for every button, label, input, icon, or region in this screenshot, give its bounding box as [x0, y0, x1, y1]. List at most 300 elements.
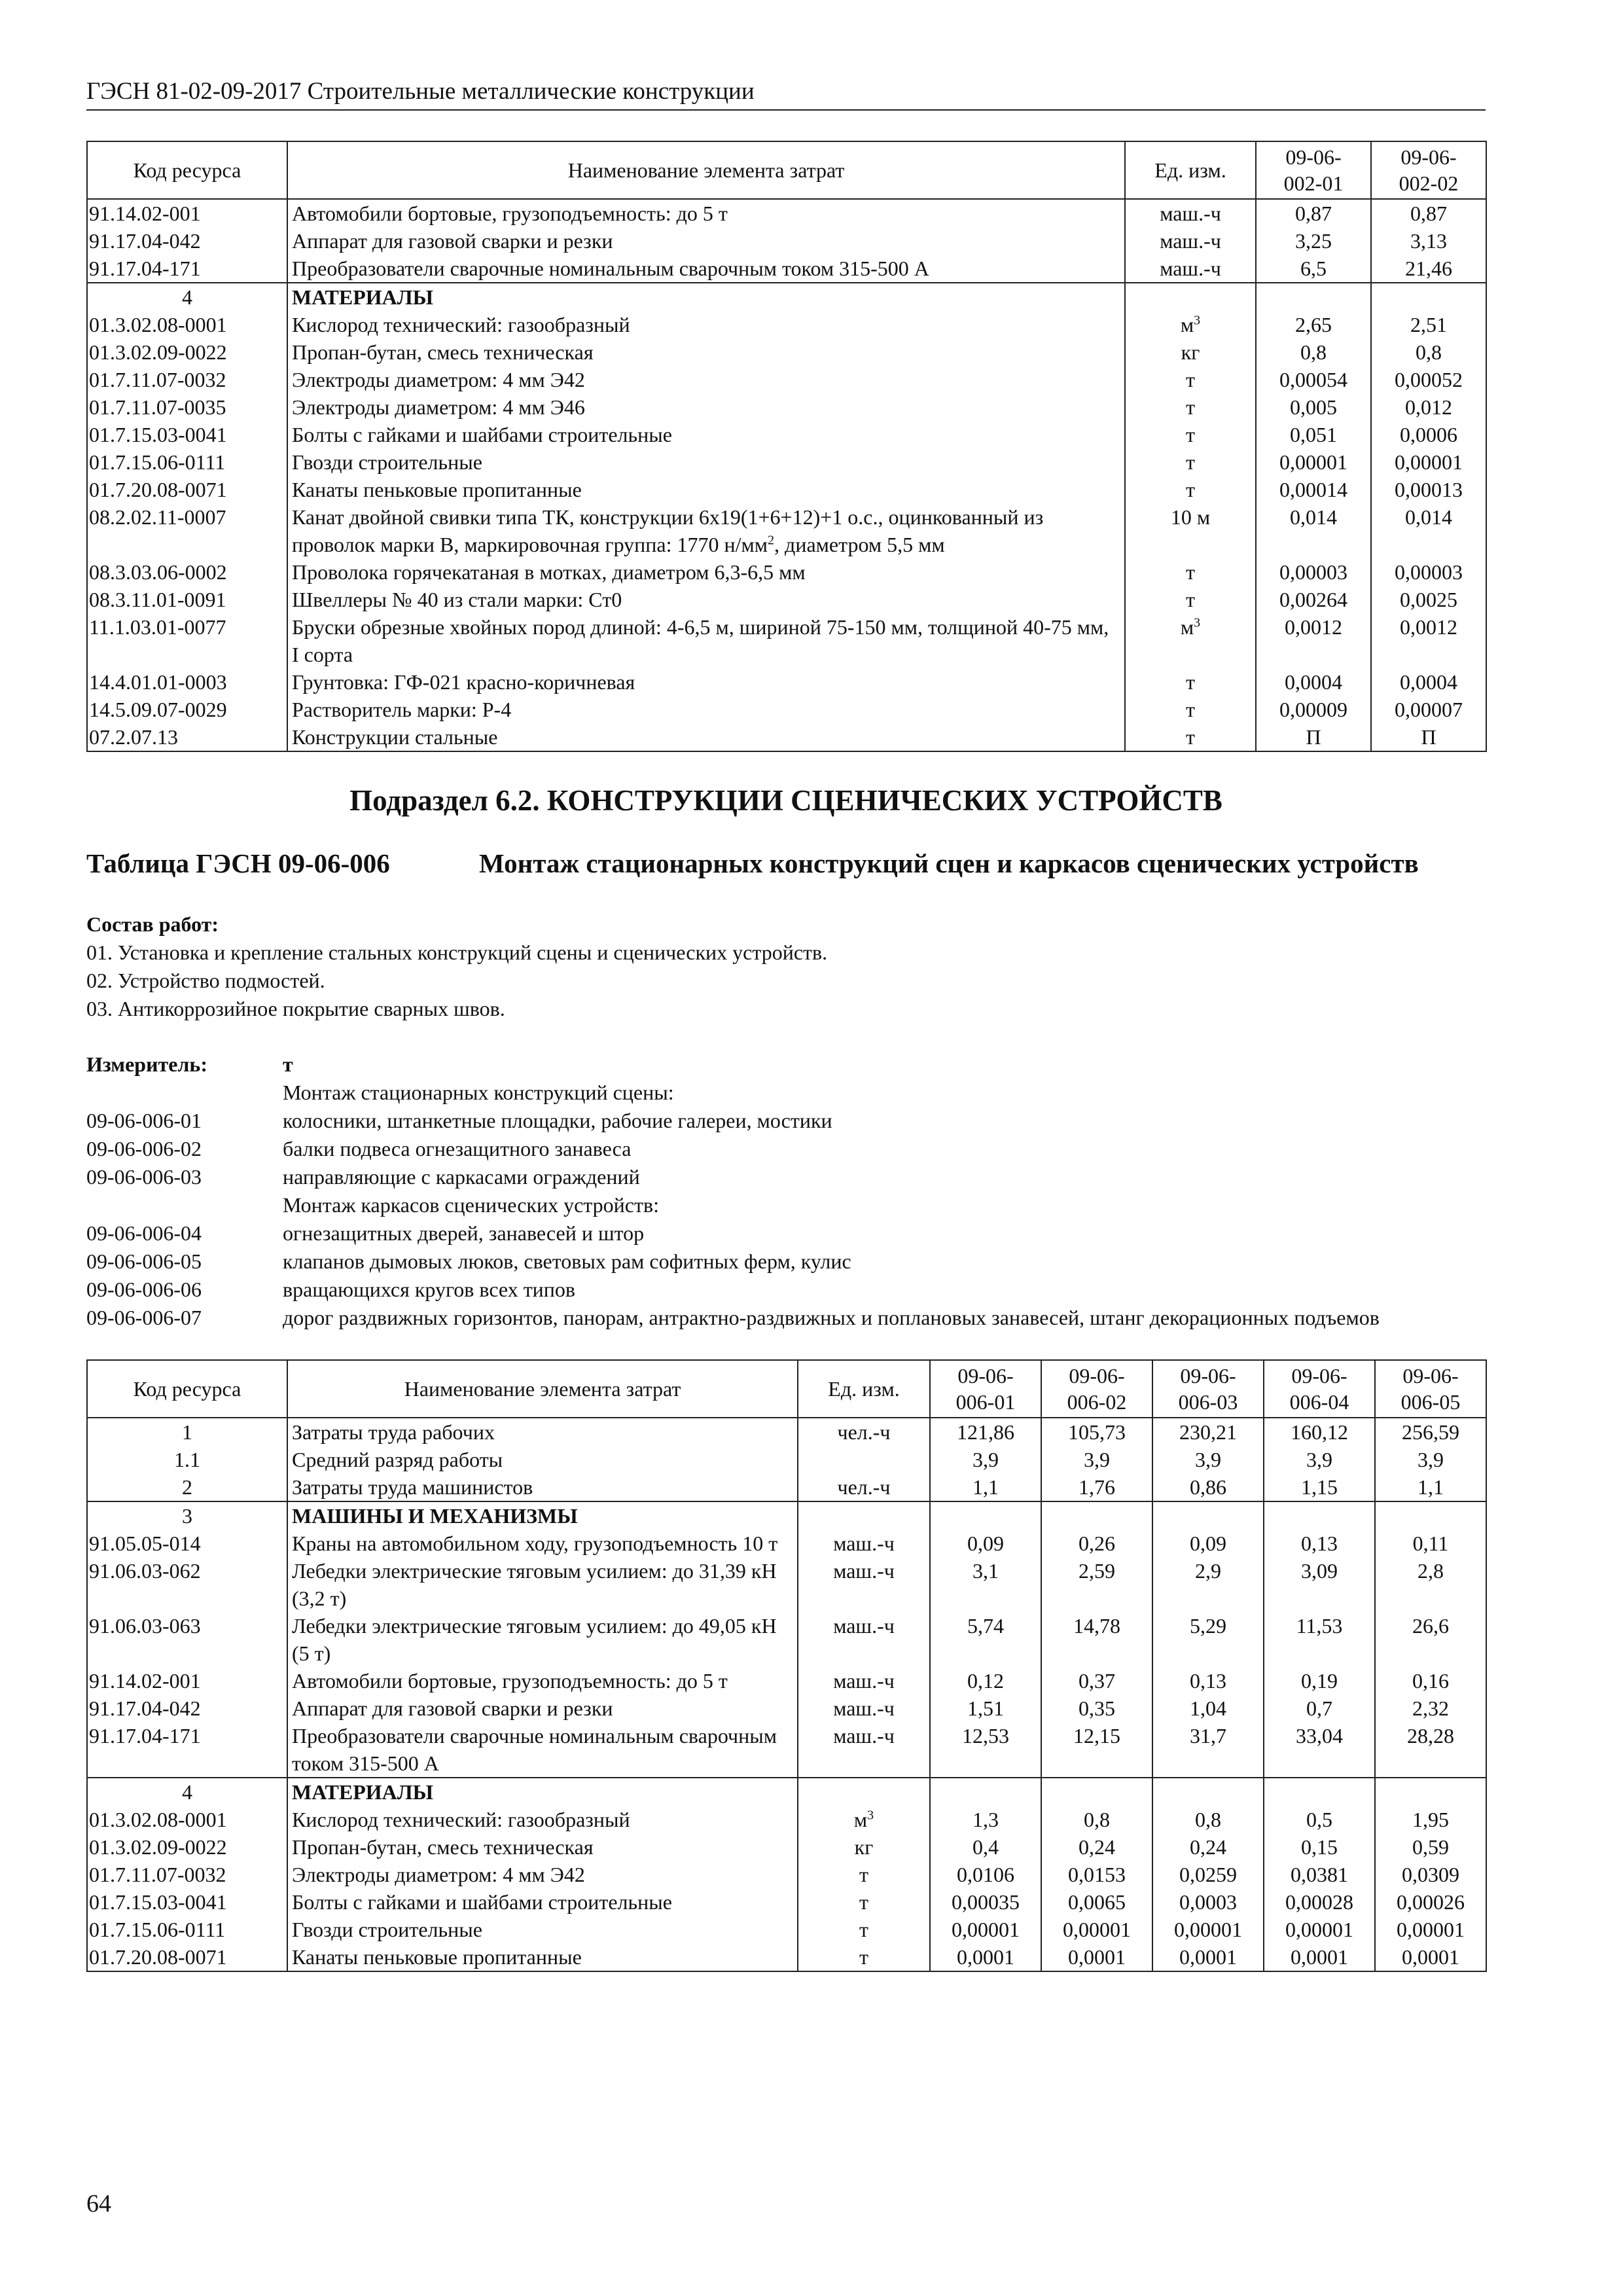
value-cell: 11,53 — [1264, 1612, 1375, 1667]
value-cell: 0,37 — [1041, 1667, 1152, 1695]
unit-cell: маш.-ч — [798, 1722, 930, 1778]
section-name: МАТЕРИАЛЫ — [287, 283, 1125, 311]
value-cell: 230,21 — [1152, 1418, 1264, 1446]
unit-cell: маш.-ч — [798, 1695, 930, 1722]
resource-code: 14.5.09.07-0029 — [87, 696, 287, 723]
value-cell: 0,26 — [1041, 1530, 1152, 1557]
unit-cell — [798, 1446, 930, 1473]
resource-code: 91.17.04-171 — [87, 1722, 287, 1778]
value-cell: 0,86 — [1152, 1473, 1264, 1501]
value-cell: 3,9 — [1264, 1446, 1375, 1473]
table-row — [87, 1916, 1486, 1943]
resource-name: Швеллеры № 40 из стали марки: Ст0 — [287, 586, 1125, 613]
resource-name: Затраты труда рабочих — [287, 1418, 798, 1446]
table-row — [87, 1943, 1486, 1971]
table-row — [87, 503, 1486, 558]
value-cell: 0,8 — [1256, 338, 1371, 366]
value-cell: 0,09 — [930, 1530, 1041, 1557]
unit-cell: т — [798, 1943, 930, 1971]
value-cell: 0,014 — [1371, 503, 1486, 558]
value-cell: 0,4 — [930, 1833, 1041, 1861]
resource-name: Краны на автомобильном ходу, грузоподъемность 10 т — [287, 1530, 798, 1557]
empty-cell — [1152, 1501, 1264, 1530]
value-cell: 0,005 — [1256, 393, 1371, 421]
header-row — [87, 1360, 1486, 1418]
unit-cell: т — [1125, 696, 1256, 723]
running-header: ГЭСН 81-02-09-2017 Строительные металлические конструкции — [86, 77, 1486, 111]
value-cell: 21,46 — [1371, 255, 1486, 283]
unit-cell: т — [1125, 393, 1256, 421]
norm-column-header: 09-06- 006-04 — [1264, 1360, 1375, 1418]
table-number: Таблица ГЭСН 09-06-006 — [86, 848, 390, 878]
table-row — [87, 338, 1486, 366]
table-row — [87, 613, 1486, 668]
section-code: 4 — [87, 283, 287, 311]
works-item: 02. Устройство подмостей. — [86, 969, 325, 992]
value-cell: 0,13 — [1264, 1530, 1375, 1557]
value-cell: 0,7 — [1264, 1695, 1375, 1722]
norm-column-header: 09-06- 006-02 — [1041, 1360, 1152, 1418]
resource-name: Грунтовка: ГФ-021 красно-коричневая — [287, 668, 1125, 696]
measure-unit: т — [283, 1052, 293, 1076]
resource-code: 2 — [87, 1473, 287, 1501]
norm-text: направляющие с каркасами ограждений — [283, 1165, 640, 1189]
value-cell: 0,00026 — [1375, 1888, 1486, 1916]
empty-cell — [1371, 283, 1486, 311]
resource-name: Болты с гайками и шайбами строительные — [287, 421, 1125, 448]
value-cell: 0,0012 — [1256, 613, 1371, 668]
resource-name: Электроды диаметром: 4 мм Э42 — [287, 1861, 798, 1888]
value-cell: 0,13 — [1152, 1667, 1264, 1695]
value-cell: 0,00001 — [1041, 1916, 1152, 1943]
norm-text: огнезащитных дверей, занавесей и штор — [283, 1221, 645, 1245]
value-cell: 2,51 — [1371, 311, 1486, 338]
value-cell: 1,76 — [1041, 1473, 1152, 1501]
works-item: 01. Установка и крепление стальных конструкций сцены и сценических устройств. — [86, 941, 828, 964]
resource-code: 91.14.02-001 — [87, 199, 287, 227]
table-row — [87, 255, 1486, 283]
value-cell: 31,7 — [1152, 1722, 1264, 1778]
value-cell: 0,00013 — [1371, 476, 1486, 503]
value-cell: 0,0259 — [1152, 1861, 1264, 1888]
section-row — [87, 1501, 1486, 1530]
norm-text: дорог раздвижных горизонтов, панорам, антрактно-раздвижных и поплановых занавесей, штанг декорационных подъемов — [283, 1306, 1380, 1329]
works-heading: Состав работ: — [86, 912, 219, 936]
empty-cell — [1256, 283, 1371, 311]
value-cell: 0,0001 — [1041, 1943, 1152, 1971]
resource-name: Электроды диаметром: 4 мм Э46 — [287, 393, 1125, 421]
value-cell: 0,0001 — [930, 1943, 1041, 1971]
value-cell: 3,9 — [1375, 1446, 1486, 1473]
works-item: 03. Антикоррозийное покрытие сварных швов. — [86, 997, 505, 1020]
resource-code: 91.17.04-042 — [87, 1695, 287, 1722]
value-cell: 2,65 — [1256, 311, 1371, 338]
measure-group-heading: Монтаж каркасов сценических устройств: — [283, 1193, 659, 1217]
value-cell: 12,53 — [930, 1722, 1041, 1778]
column-header: Код ресурса — [87, 141, 287, 199]
resource-code: 91.06.03-062 — [87, 1557, 287, 1612]
resource-code: 07.2.07.13 — [87, 723, 287, 751]
norm-text: колосники, штанкетные площадки, рабочие галереи, мостики — [283, 1109, 832, 1132]
table-row — [87, 558, 1486, 586]
unit-cell: т — [1125, 421, 1256, 448]
resource-name: Кислород технический: газообразный — [287, 311, 1125, 338]
resource-table-09-06-006 — [86, 1359, 1487, 1972]
resource-code: 1 — [87, 1418, 287, 1446]
value-cell: 5,74 — [930, 1612, 1041, 1667]
value-cell: 12,15 — [1041, 1722, 1152, 1778]
value-cell: 0,35 — [1041, 1695, 1152, 1722]
resource-name: Растворитель марки: Р-4 — [287, 696, 1125, 723]
unit-cell: т — [798, 1916, 930, 1943]
resource-name: Бруски обрезные хвойных пород длиной: 4-6,5 м, шириной 75-150 мм, толщиной 40-75 мм, I сорта — [287, 613, 1125, 668]
norm-text: вращающихся кругов всех типов — [283, 1278, 576, 1301]
resource-code: 08.3.03.06-0002 — [87, 558, 287, 586]
value-cell: 1,15 — [1264, 1473, 1375, 1501]
resource-name: Гвозди строительные — [287, 448, 1125, 476]
value-cell: 1,1 — [1375, 1473, 1486, 1501]
norm-column-header: 09-06- 002-02 — [1371, 141, 1486, 199]
subsection-title: Подраздел 6.2. КОНСТРУКЦИИ СЦЕНИЧЕСКИХ УСТРОЙСТВ — [349, 784, 1222, 817]
resource-code: 91.17.04-042 — [87, 227, 287, 255]
resource-code: 01.7.11.07-0032 — [87, 366, 287, 393]
value-cell: 2,8 — [1375, 1557, 1486, 1612]
value-cell: 0,24 — [1152, 1833, 1264, 1861]
value-cell: 0,0065 — [1041, 1888, 1152, 1916]
table-row — [87, 366, 1486, 393]
resource-code: 08.3.11.01-0091 — [87, 586, 287, 613]
unit-cell: т — [1125, 476, 1256, 503]
value-cell: 14,78 — [1041, 1612, 1152, 1667]
value-cell: 0,24 — [1041, 1833, 1152, 1861]
resource-name: Гвозди строительные — [287, 1916, 798, 1943]
table-row — [87, 1695, 1486, 1722]
table-row — [87, 1667, 1486, 1695]
value-cell: 0,15 — [1264, 1833, 1375, 1861]
value-cell: 33,04 — [1264, 1722, 1375, 1778]
resource-name: Автомобили бортовые, грузоподъемность: до 5 т — [287, 1667, 798, 1695]
resource-code: 01.3.02.09-0022 — [87, 1833, 287, 1861]
unit-cell: маш.-ч — [798, 1557, 930, 1612]
value-cell: 3,9 — [930, 1446, 1041, 1473]
column-header: Наименование элемента затрат — [287, 141, 1125, 199]
resource-code: 01.3.02.09-0022 — [87, 338, 287, 366]
table-row — [87, 1473, 1486, 1501]
table-row — [87, 393, 1486, 421]
value-cell: 0,0309 — [1375, 1861, 1486, 1888]
resource-name: Канаты пеньковые пропитанные — [287, 476, 1125, 503]
resource-code: 01.3.02.08-0001 — [87, 1806, 287, 1833]
empty-cell — [1375, 1501, 1486, 1530]
resource-code: 01.3.02.08-0001 — [87, 311, 287, 338]
resource-code: 91.14.02-001 — [87, 1667, 287, 1695]
unit-cell: $м^3$ — [1125, 311, 1256, 338]
unit-cell: маш.-ч — [1125, 255, 1256, 283]
table-row — [87, 1418, 1486, 1446]
section-name: МАШИНЫ И МЕХАНИЗМЫ — [287, 1501, 798, 1530]
value-cell: 0,87 — [1371, 199, 1486, 227]
value-cell: 0,8 — [1041, 1806, 1152, 1833]
value-cell: 0,00052 — [1371, 366, 1486, 393]
resource-name: Лебедки электрические тяговым усилием: до 31,39 кН (3,2 т) — [287, 1557, 798, 1612]
table-row — [87, 1888, 1486, 1916]
table-row — [87, 696, 1486, 723]
table-row — [87, 1861, 1486, 1888]
norm-code: 09-06-006-01 — [86, 1109, 202, 1132]
norm-code: 09-06-006-07 — [86, 1306, 202, 1329]
resource-code: 01.7.15.06-0111 — [87, 448, 287, 476]
value-cell: 0,00035 — [930, 1888, 1041, 1916]
value-cell: 0,12 — [930, 1667, 1041, 1695]
resource-name: Кислород технический: газообразный — [287, 1806, 798, 1833]
unit-cell: т — [798, 1861, 930, 1888]
value-cell: 0,8 — [1371, 338, 1486, 366]
document-page — [86, 77, 1486, 1972]
resource-code: 91.06.03-063 — [87, 1612, 287, 1667]
resource-code: 01.7.11.07-0032 — [87, 1861, 287, 1888]
resource-name: Пропан-бутан, смесь техническая — [287, 338, 1125, 366]
table-row — [87, 199, 1486, 227]
resource-code: 01.7.20.08-0071 — [87, 476, 287, 503]
table-row — [87, 476, 1486, 503]
table-row — [87, 1806, 1486, 1833]
resource-name: Аппарат для газовой сварки и резки — [287, 1695, 798, 1722]
norm-column-header: 09-06- 006-03 — [1152, 1360, 1264, 1418]
value-cell: 0,11 — [1375, 1530, 1486, 1557]
value-cell: 0,0106 — [930, 1861, 1041, 1888]
table-row — [87, 227, 1486, 255]
unit-cell: чел.-ч — [798, 1418, 930, 1446]
value-cell: 121,86 — [930, 1418, 1041, 1446]
page-number: 64 — [86, 2190, 111, 2217]
value-cell: 256,59 — [1375, 1418, 1486, 1446]
empty-cell — [930, 1501, 1041, 1530]
empty-cell — [798, 1501, 930, 1530]
value-cell: 2,32 — [1375, 1695, 1486, 1722]
column-header: Ед. изм. — [1125, 141, 1256, 199]
value-cell: 0,0001 — [1152, 1943, 1264, 1971]
value-cell: 0,09 — [1152, 1530, 1264, 1557]
empty-cell — [930, 1778, 1041, 1806]
section-code: 4 — [87, 1778, 287, 1806]
value-cell: 0,00001 — [1375, 1916, 1486, 1943]
unit-cell: маш.-ч — [1125, 199, 1256, 227]
resource-code: 08.2.02.11-0007 — [87, 503, 287, 558]
resource-name: Канат двойной свивки типа ТК, конструкции 6х19(1+6+12)+1 о.с., оцинкованный из проволок марки В, маркировочная группа: 1770 $н/мм^2$, диаметром 5,5 мм — [287, 503, 1125, 558]
resource-code: 91.05.05-014 — [87, 1530, 287, 1557]
resource-code: 14.4.01.01-0003 — [87, 668, 287, 696]
value-cell: 0,00003 — [1371, 558, 1486, 586]
unit-cell: маш.-ч — [798, 1667, 930, 1695]
resource-name: Преобразователи сварочные номинальным сварочным током 315-500 А — [287, 1722, 798, 1778]
measure-group-heading: Монтаж стационарных конструкций сцены: — [283, 1081, 674, 1104]
table-row — [87, 1557, 1486, 1612]
value-cell: 3,13 — [1371, 227, 1486, 255]
table-row — [87, 668, 1486, 696]
table-row — [87, 448, 1486, 476]
value-cell: 0,051 — [1256, 421, 1371, 448]
unit-cell: 10 м — [1125, 503, 1256, 558]
section-row — [87, 1778, 1486, 1806]
value-cell: 5,29 — [1152, 1612, 1264, 1667]
table-row — [87, 1612, 1486, 1667]
value-cell: П — [1371, 723, 1486, 751]
value-cell: 105,73 — [1041, 1418, 1152, 1446]
table-row — [87, 1530, 1486, 1557]
value-cell: 160,12 — [1264, 1418, 1375, 1446]
value-cell: 0,00001 — [1256, 448, 1371, 476]
value-cell: 3,09 — [1264, 1557, 1375, 1612]
unit-cell: т — [1125, 448, 1256, 476]
value-cell: 3,25 — [1256, 227, 1371, 255]
resource-code: 01.7.15.03-0041 — [87, 1888, 287, 1916]
norm-code: 09-06-006-05 — [86, 1249, 202, 1273]
value-cell: 1,3 — [930, 1806, 1041, 1833]
column-header: Ед. изм. — [798, 1360, 930, 1418]
unit-cell: чел.-ч — [798, 1473, 930, 1501]
unit-cell: маш.-ч — [798, 1530, 930, 1557]
value-cell: 0,00001 — [1371, 448, 1486, 476]
value-cell: 0,8 — [1152, 1806, 1264, 1833]
section-row — [87, 283, 1486, 311]
resource-name: Средний разряд работы — [287, 1446, 798, 1473]
value-cell: 0,0381 — [1264, 1861, 1375, 1888]
resource-name: Затраты труда машинистов — [287, 1473, 798, 1501]
norm-code: 09-06-006-04 — [86, 1221, 202, 1245]
value-cell: 0,00009 — [1256, 696, 1371, 723]
section-name: МАТЕРИАЛЫ — [287, 1778, 798, 1806]
value-cell: 0,0006 — [1371, 421, 1486, 448]
unit-cell: т — [1125, 668, 1256, 696]
value-cell: 0,00264 — [1256, 586, 1371, 613]
table-row — [87, 1722, 1486, 1778]
value-cell: 3,1 — [930, 1557, 1041, 1612]
value-cell: 28,28 — [1375, 1722, 1486, 1778]
value-cell: 0,0004 — [1256, 668, 1371, 696]
header-row — [87, 141, 1486, 199]
norm-column-header: 09-06- 006-01 — [930, 1360, 1041, 1418]
value-cell: 0,5 — [1264, 1806, 1375, 1833]
unit-cell: $м^3$ — [798, 1806, 930, 1833]
resource-code: 11.1.03.01-0077 — [87, 613, 287, 668]
empty-cell — [1264, 1501, 1375, 1530]
value-cell: 0,00014 — [1256, 476, 1371, 503]
value-cell: 26,6 — [1375, 1612, 1486, 1667]
unit-cell: маш.-ч — [1125, 227, 1256, 255]
norm-column-header: 09-06- 006-05 — [1375, 1360, 1486, 1418]
value-cell: 0,16 — [1375, 1667, 1486, 1695]
resource-name: Канаты пеньковые пропитанные — [287, 1943, 798, 1971]
resource-code: 01.7.11.07-0035 — [87, 393, 287, 421]
unit-cell: т — [798, 1888, 930, 1916]
value-cell: 0,00001 — [930, 1916, 1041, 1943]
unit-cell: т — [1125, 586, 1256, 613]
resource-name: Преобразователи сварочные номинальным сварочным током 315-500 А — [287, 255, 1125, 283]
table-row — [87, 1446, 1486, 1473]
section-code: 3 — [87, 1501, 287, 1530]
unit-cell: т — [1125, 558, 1256, 586]
unit-cell: $м^3$ — [1125, 613, 1256, 668]
norm-code: 09-06-006-02 — [86, 1137, 202, 1160]
unit-cell: кг — [798, 1833, 930, 1861]
empty-cell — [798, 1778, 930, 1806]
value-cell: 0,0004 — [1371, 668, 1486, 696]
resource-name: Электроды диаметром: 4 мм Э42 — [287, 366, 1125, 393]
resource-name: Автомобили бортовые, грузоподъемность: до 5 т — [287, 199, 1125, 227]
table-name: Монтаж стационарных конструкций сцен и каркасов сценических устройств — [479, 848, 1419, 878]
column-header: Наименование элемента затрат — [287, 1360, 798, 1418]
resource-name: Болты с гайками и шайбами строительные — [287, 1888, 798, 1916]
table-row — [87, 1833, 1486, 1861]
empty-cell — [1375, 1778, 1486, 1806]
value-cell: 0,014 — [1256, 503, 1371, 558]
value-cell: 1,95 — [1375, 1806, 1486, 1833]
norm-column-header: 09-06- 002-01 — [1256, 141, 1371, 199]
empty-cell — [1041, 1778, 1152, 1806]
value-cell: 0,0001 — [1375, 1943, 1486, 1971]
unit-cell: маш.-ч — [798, 1612, 930, 1667]
value-cell: 0,87 — [1256, 199, 1371, 227]
resource-code: 01.7.15.06-0111 — [87, 1916, 287, 1943]
resource-name: Проволока горячекатаная в мотках, диаметром 6,3-6,5 мм — [287, 558, 1125, 586]
value-cell: 0,012 — [1371, 393, 1486, 421]
value-cell: 1,1 — [930, 1473, 1041, 1501]
value-cell: 1,51 — [930, 1695, 1041, 1722]
norm-code: 09-06-006-03 — [86, 1165, 202, 1189]
value-cell: 0,00028 — [1264, 1888, 1375, 1916]
resource-name: Лебедки электрические тяговым усилием: до 49,05 кН (5 т) — [287, 1612, 798, 1667]
value-cell: 0,0025 — [1371, 586, 1486, 613]
value-cell: 1,04 — [1152, 1695, 1264, 1722]
value-cell: 2,9 — [1152, 1557, 1264, 1612]
value-cell: 2,59 — [1041, 1557, 1152, 1612]
table-row — [87, 421, 1486, 448]
resource-code: 1.1 — [87, 1446, 287, 1473]
empty-cell — [1041, 1501, 1152, 1530]
value-cell: 0,59 — [1375, 1833, 1486, 1861]
resource-name: Конструкции стальные — [287, 723, 1125, 751]
measure-block — [86, 1050, 1486, 1332]
value-cell: 3,9 — [1152, 1446, 1264, 1473]
table-title — [86, 846, 1486, 880]
resource-code: 01.7.15.03-0041 — [87, 421, 287, 448]
value-cell: 0,00007 — [1371, 696, 1486, 723]
value-cell: П — [1256, 723, 1371, 751]
empty-cell — [1264, 1778, 1375, 1806]
norm-text: клапанов дымовых люков, световых рам софитных ферм, кулис — [283, 1249, 851, 1273]
value-cell: 6,5 — [1256, 255, 1371, 283]
value-cell: 0,0003 — [1152, 1888, 1264, 1916]
value-cell: 0,0012 — [1371, 613, 1486, 668]
table-row — [87, 586, 1486, 613]
resource-name: Аппарат для газовой сварки и резки — [287, 227, 1125, 255]
norm-text: балки подвеса огнезащитного занавеса — [283, 1137, 632, 1160]
value-cell: 0,0001 — [1264, 1943, 1375, 1971]
column-header: Код ресурса — [87, 1360, 287, 1418]
works-composition — [86, 910, 1486, 1023]
value-cell: 3,9 — [1041, 1446, 1152, 1473]
measure-label: Измеритель: — [86, 1052, 207, 1076]
value-cell: 0,00001 — [1152, 1916, 1264, 1943]
table-row — [87, 311, 1486, 338]
value-cell: 0,00003 — [1256, 558, 1371, 586]
resource-code: 01.7.20.08-0071 — [87, 1943, 287, 1971]
value-cell: 0,0153 — [1041, 1861, 1152, 1888]
value-cell: 0,00054 — [1256, 366, 1371, 393]
value-cell: 0,00001 — [1264, 1916, 1375, 1943]
table-row — [87, 723, 1486, 751]
resource-code: 91.17.04-171 — [87, 255, 287, 283]
